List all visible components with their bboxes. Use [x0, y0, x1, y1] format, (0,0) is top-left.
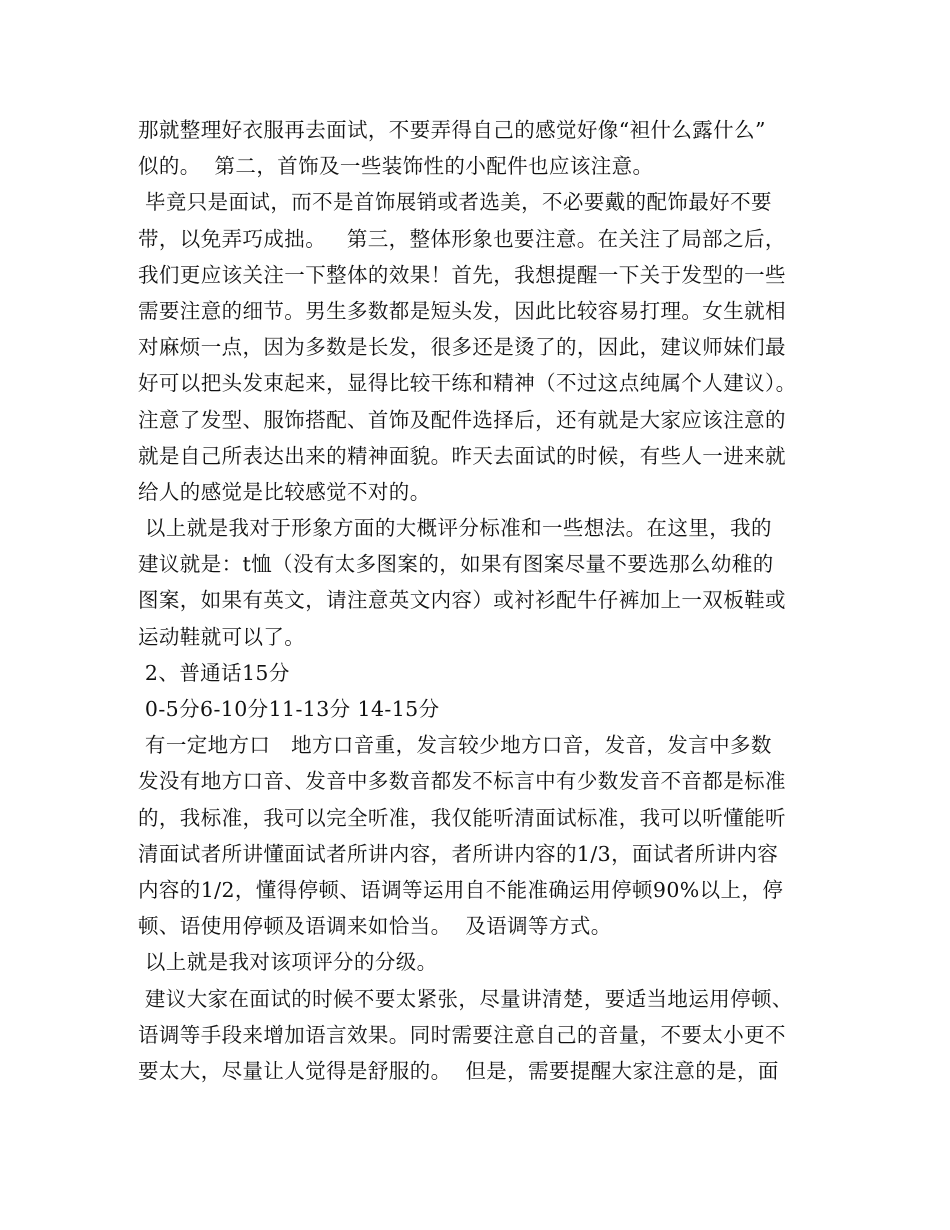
text-line: 图案，如果有英文，请注意英文内容）或衬衫配牛仔裤加上一双板鞋或: [138, 588, 786, 613]
text-line: 语调等手段来增加语言效果。同时需要注意自己的音量，不要太小更不: [138, 1022, 786, 1047]
text-line: 注意了发型、服饰搭配、首饰及配件选择后，还有就是大家应该注意的: [138, 407, 786, 432]
text-line: 就是自己所表达出来的精神面貌。昨天去面试的时候，有些人一进来就: [138, 443, 786, 468]
text-line: 清面试者所讲懂面试者所讲内容，者所讲内容的1/3，面试者所讲内容: [138, 841, 779, 866]
text-line: 建议就是：t恤（没有太多图案的，如果有图案尽量不要选那么幼稚的: [138, 552, 774, 577]
text-line: 以上就是我对于形象方面的大概评分标准和一些想法。在这里，我的: [138, 516, 772, 541]
text-line: 发没有地方口音、发音中多数音都发不标言中有少数发音不音都是标准: [138, 769, 786, 794]
text-line: 似的。 第二，首饰及一些装饰性的小配件也应该注意。: [138, 154, 654, 179]
text-line: 的，我标准，我可以完全听准，我仅能听清面试标准，我可以听懂能听: [138, 805, 786, 830]
text-line: 好可以把头发束起来，显得比较干练和精神（不过这点纯属个人建议）。: [138, 371, 797, 396]
text-line: 顿、语使用停顿及语调来如恰当。 及语调等方式。: [138, 914, 612, 939]
section-heading: 2、普通话15分: [138, 660, 290, 685]
text-line: 带，以免弄巧成拙。 第三，整体形象也要注意。在关注了局部之后，: [138, 226, 786, 251]
text-line: 要太大，尽量让人觉得是舒服的。 但是，需要提醒大家注意的是，面: [138, 1058, 779, 1083]
text-line: 有一定地方口 地方口音重，发言较少地方口音，发音，发言中多数: [138, 733, 772, 758]
text-line: 我们更应该关注一下整体的效果！首先，我想提醒一下关于发型的一些: [138, 262, 786, 287]
text-line: 需要注意的细节。男生多数都是短头发，因此比较容易打理。女生就相: [138, 298, 786, 323]
score-ranges: 0-5分6-10分11-13分 14-15分: [138, 697, 440, 721]
text-line: 以上就是我对该项评分的分级。: [138, 950, 438, 975]
text-line: 那就整理好衣服再去面试，不要弄得自己的感觉好像“袒什么露什么”: [138, 118, 766, 142]
text-line: 毕竟只是面试，而不是首饰展销或者选美，不必要戴的配饰最好不要: [138, 190, 772, 215]
text-line: 内容的1/2，懂得停顿、语调等运用自不能准确运用停顿90%以上，停: [138, 877, 784, 902]
text-line: 运动鞋就可以了。: [138, 624, 306, 649]
body-text: [138, 112, 828, 1089]
text-line: 对麻烦一点，因为多数是长发，很多还是烫了的，因此，建议师妹们最: [138, 335, 786, 360]
text-line: 建议大家在面试的时候不要太紧张，尽量讲清楚，要适当地运用停顿、: [138, 986, 793, 1011]
text-line: 给人的感觉是比较感觉不对的。: [138, 479, 431, 504]
